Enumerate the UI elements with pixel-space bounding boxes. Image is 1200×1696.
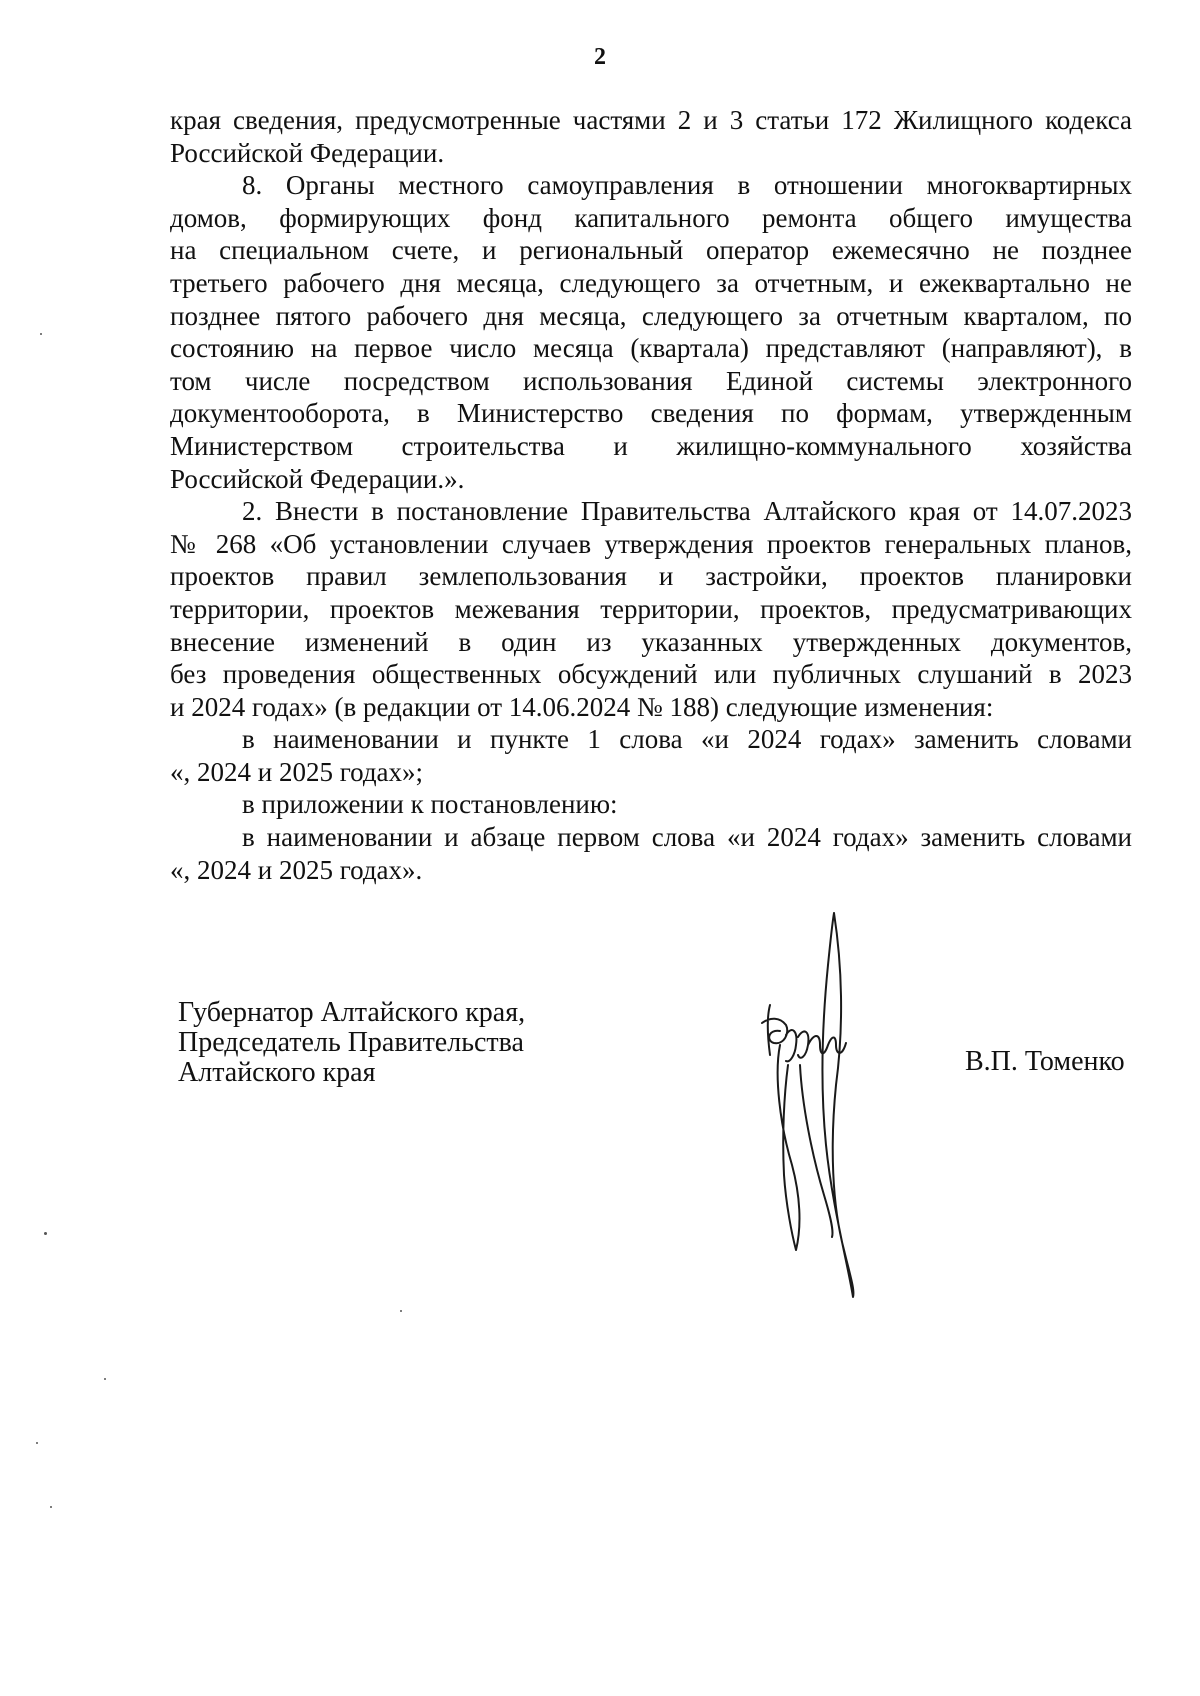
scan-speck (50, 1506, 52, 1508)
document-body (170, 104, 1132, 886)
text-line: третьего рабочего дня месяца, следующего за отчетным, и ежеквартально не (170, 267, 1132, 298)
signatory-title-line: Председатель Правительства (178, 1027, 524, 1058)
text-line: «, 2024 и 2025 годах»; (170, 756, 424, 787)
text-line: без проведения общественных обсуждений или публичных слушаний в 2023 (170, 659, 1132, 690)
text-line: края сведения, предусмотренные частями 2 и 3 статьи 172 Жилищного кодекса (170, 105, 1132, 135)
text-line: № 268 «Об установлении случаев утверждения проектов генеральных планов, (170, 528, 1132, 559)
text-line: Министерством строительства и жилищно-коммунального хозяйства (170, 430, 1132, 461)
change-1-first-line: в наименовании и пункте 1 слова «и 2024 годах» заменить словами (242, 724, 1132, 755)
scan-speck (104, 1378, 106, 1380)
text-line: позднее пятого рабочего дня месяца, следующего за отчетным кварталом, по (170, 300, 1132, 331)
text-line: Российской Федерации. (170, 137, 445, 168)
signatory-name: В.П. Томенко (965, 1046, 1125, 1077)
scan-speck (40, 333, 42, 335)
text-line: территории, проектов межевания территории, проектов, предусматривающих (170, 593, 1132, 624)
signatory-title-line: Алтайского края (178, 1057, 376, 1088)
text-line: и 2024 годах» (в редакции от 14.06.2024 № 188) следующие изменения: (170, 691, 994, 722)
signature-stroke-main (822, 913, 853, 1297)
text-line: Российской Федерации.». (170, 463, 465, 494)
text-line: том числе посредством использования Единой системы электронного (170, 365, 1132, 396)
scan-speck (36, 1442, 38, 1444)
signatory-title (178, 998, 525, 1088)
scan-speck (400, 1310, 402, 1312)
text-line: проектов правил землепользования и застройки, проектов планировки (170, 561, 1132, 592)
item-2-first-line: 2. Внести в постановление Правительства Алтайского края от 14.07.2023 (242, 496, 1132, 527)
text-line: документооборота, в Министерство сведения по формам, утвержденным (170, 398, 1132, 429)
text-line: «, 2024 и 2025 годах». (170, 854, 423, 885)
signature-stroke-letters (762, 1005, 846, 1061)
scan-speck (44, 1232, 47, 1235)
text-line: на специальном счете, и региональный оператор ежемесячно не позднее (170, 235, 1132, 266)
appendix-intro: в приложении к постановлению: (242, 789, 618, 820)
page-number: 2 (594, 44, 606, 70)
handwritten-signature (740, 905, 910, 1305)
text-line: внесение изменений в один из указанных утвержденных документов, (170, 626, 1132, 657)
item-8-first-line: 8. Органы местного самоуправления в отношении многоквартирных (242, 170, 1132, 201)
signatory-title-line: Губернатор Алтайского края, (178, 997, 526, 1028)
text-line: состоянию на первое число месяца (квартала) представляют (направляют), в (170, 333, 1132, 364)
change-2-first-line: в наименовании и абзаце первом слова «и 2024 годах» заменить словами (242, 822, 1132, 853)
text-line: домов, формирующих фонд капитального ремонта общего имущества (170, 202, 1132, 233)
signature-stroke-loop (778, 1045, 800, 1250)
